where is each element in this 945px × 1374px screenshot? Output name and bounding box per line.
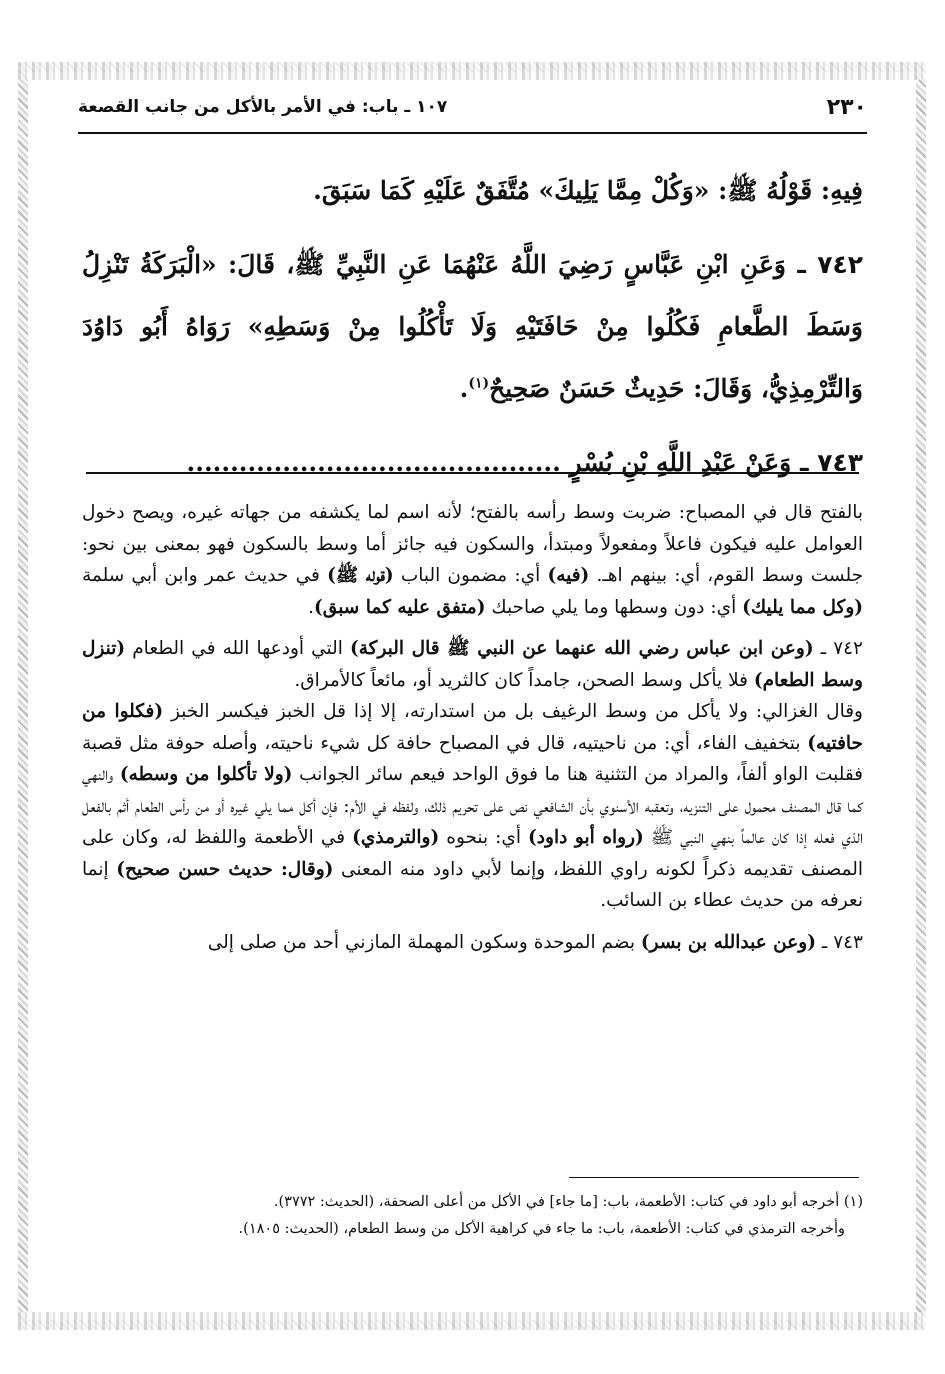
page-header: [78, 95, 867, 129]
hadith-text: وَعَنِ ابْنِ عَبَّاسٍ رَضِيَ اللَّهُ عَنْهُمَا عَنِ النَّبِيِّ ﷺ، قَالَ: «الْبَرَكَةُ تَنْزِلُ وَسَطَ الطَّعامِ فَكُلُوا مِنْ حَافَتَيْهِ وَلَا تَأْكُلُوا مِنْ وَسَطِهِ» رَوَاهُ أَبُو دَاوُدَ وَالتِّرْمِذِيُّ، وَقَالَ: حَدِيثٌ حَسَنٌ صَحِيحٌ: [82, 250, 863, 403]
commentary-text: التي أودعها الله في الطعام: [125, 638, 350, 659]
highlighted-quote: (متفق عليه كما سبق): [314, 596, 486, 618]
commentary-text: في حديث عمر وابن أبي سلمة: [82, 565, 328, 586]
commentary-text: ٧٤٣ ـ: [816, 931, 863, 953]
commentary-text: وقال الغزالي: ولا يأكل من وسط الرغيف بل من استدارته، إلا إذا قل الخبز فيكسر الخبز: [163, 701, 863, 722]
highlighted-quote: (والترمذي): [352, 827, 440, 848]
commentary-paragraph-1: [82, 497, 863, 623]
main-hadith-text: [82, 160, 863, 494]
footnote-ref: (١): [468, 375, 490, 392]
footnote-1: (١) أخرجه أبو داود في كتاب: الأطعمة، باب: [ما جاء] في الأكل من أعلى الصحفة، (الحديث: ٣٧٧٢).: [273, 1194, 863, 1210]
hadith-number: ٧٤٢ ـ: [797, 250, 864, 279]
highlighted-quote: (وعن عبدالله بن بسر): [640, 931, 816, 953]
hadith-number: ٧٤٣ ـ: [799, 448, 863, 477]
commentary-text: .: [308, 596, 315, 618]
hadith-742: [82, 234, 863, 420]
intro-line: فِيهِ: قَوْلُهُ ﷺ: «وَكُلْ مِمَّا يَلِيكَ» مُتَّفَقٌ عَلَيْهِ كَمَا سَبَقَ.: [313, 176, 863, 205]
ornamental-border-bottom: [18, 1312, 926, 1330]
footnote-1-continuation: وأخرجه الترمذي في كتاب: الأطعمة، باب: ما جاء في كراهية الأكل من وسط الطعام، (الحديث: ١٨٠٥).: [238, 1221, 845, 1237]
commentary-text: والنهي كما قال المصنف محمول على التنزيه، وتعقبه الأسنوي بأن الشافعي نص على تحريم ذلك، ولفظه في الأم: فإن أكل مما يلي غيره أو من رأس الطعام أثم بالفعل الذي فعله إذا كان عالماً بنهي النبي ﷺ: [82, 764, 864, 848]
highlighted-quote: (قوله ﷺ): [327, 565, 394, 586]
commentary: [82, 497, 863, 958]
highlighted-quote: (رواه أبو داود): [528, 827, 644, 848]
commentary-text: بتخفيف الفاء، أي: من ناحيتيه، قال في المصباح حافة كل شيء ناحيته، وأصله حوفة مثل قصبة فقلبت الواو ألفاً، والمراد من التثنية هنا ما فوق الواحد فيعم سائر الجوانب: [82, 732, 864, 785]
highlighted-quote: (وقال: حديث حسن صحيح): [116, 858, 334, 880]
hadith-end: .: [459, 374, 469, 403]
ornamental-border-top: [18, 62, 926, 80]
commentary-text: بالفتح قال في المصباح: ضربت وسط رأسه بالفتح؛ لأنه اسم لما يكشفه من جهاته غيره، ويصح دخول العوامل عليه فيكون فاعلاً ومفعولاً ومبتدأ، والسكون فيه جائز أما وسط بالسكون فهو بمعنى بين نحو: جلست وسط القوم، أي: بينهم اهـ.: [82, 502, 864, 586]
continuation-dots: ...........................................: [186, 448, 561, 477]
highlighted-quote: (فيه): [547, 565, 590, 586]
commentary-text: بضم الموحدة وسكون المهملة المازني أحد من صلى إلى: [207, 931, 641, 953]
commentary-text: ٧٤٢ ـ: [813, 638, 863, 659]
hadith-text: وَعَنْ عَبْدِ اللَّهِ بْنِ بُسْرٍ: [569, 448, 792, 477]
header-rule: [78, 132, 867, 134]
hadith-743: [82, 432, 863, 494]
highlighted-quote: (وكل مما يليك): [742, 596, 863, 618]
footnotes: [82, 1189, 863, 1243]
commentary-paragraph-4: [82, 927, 863, 959]
highlighted-quote: (وعن ابن عباس رضي الله عنهما عن النبي ﷺ قال البركة): [349, 638, 814, 659]
section-separator: [86, 472, 859, 474]
commentary-text: إنما نعرفه من حديث عطاء بن السائب.: [82, 858, 863, 911]
running-title: ١٠٧ ـ باب: في الأمر بالأكل من جانب القصعة: [78, 97, 448, 117]
highlighted-quote: (تنزل وسط الطعام): [82, 638, 863, 691]
page-number: ٢٣٠: [826, 95, 867, 120]
commentary-text: أي: مضمون الباب: [393, 565, 548, 586]
commentary-paragraph-2: [82, 633, 863, 696]
highlighted-quote: (فكلوا من حافتيه): [82, 701, 863, 754]
footnote-rule: [569, 1177, 859, 1178]
commentary-text: في الأطعمة واللفظ له، وكان على المصنف تقديمه ذكراً لكونه راوي اللفظ، وإنما لأبي داود منه المعنى: [82, 827, 863, 880]
highlighted-quote: (ولا تأكلوا من وسطه): [119, 764, 293, 785]
commentary-text: أي: بنحوه: [439, 827, 529, 848]
commentary-paragraph-3: [82, 696, 863, 917]
commentary-text: فلا يأكل وسط الصحن، جامداً كان كالثريد أو، مائعاً كالأمراق.: [294, 669, 754, 691]
commentary-text: أي: دون وسطها وما يلي صاحبك: [485, 596, 743, 618]
